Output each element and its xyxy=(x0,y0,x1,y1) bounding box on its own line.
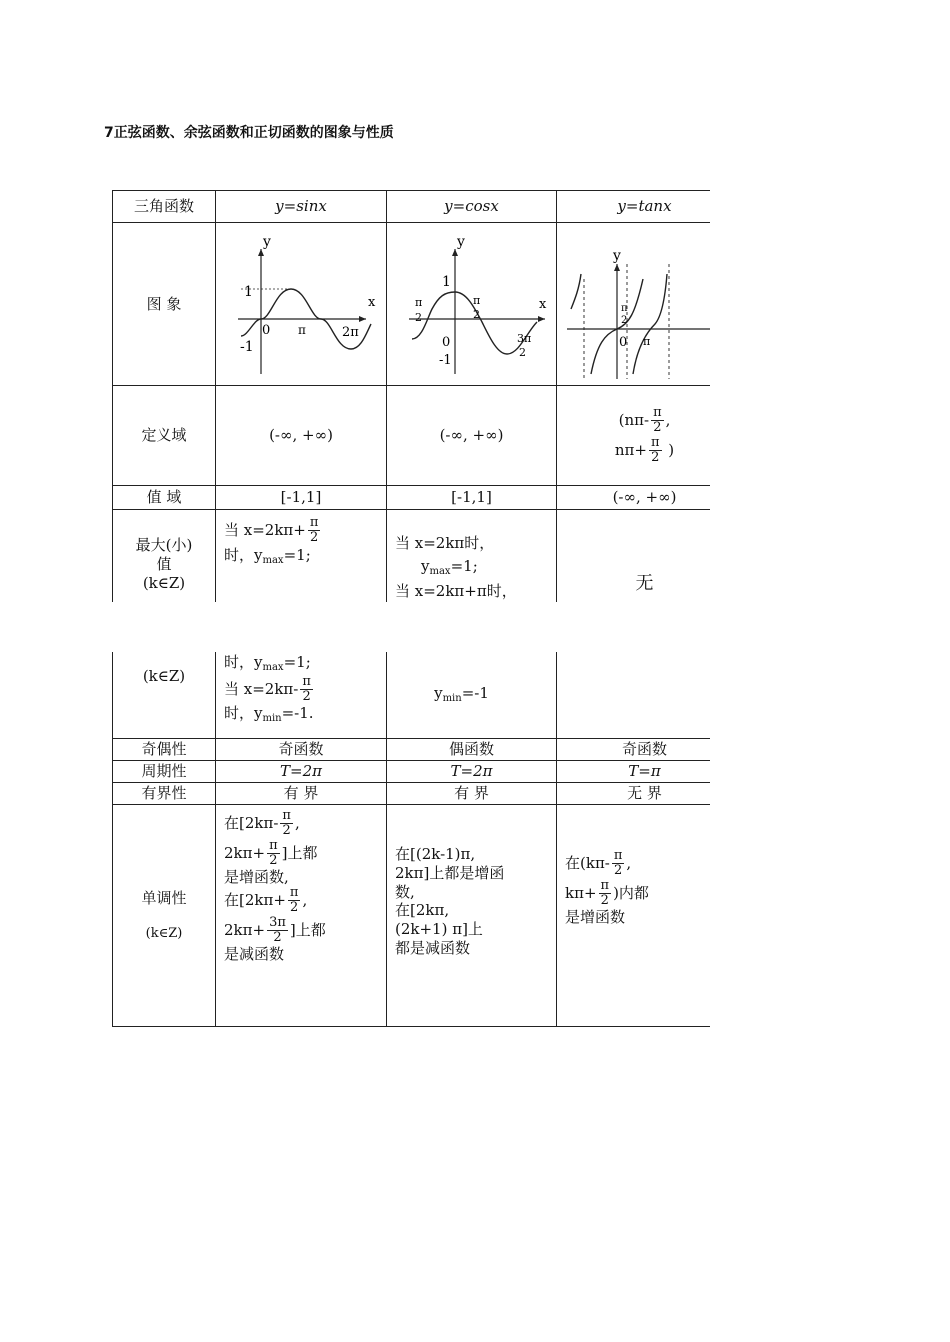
cos-three-pi-num: 3π xyxy=(517,332,532,345)
sin-y-label: y xyxy=(263,234,271,250)
domain-tan-frac2: $\frac{\pi}{2}$ xyxy=(650,434,660,465)
row-label-bounded: 有界性 xyxy=(113,783,216,805)
range-cos: [-1,1] xyxy=(387,486,557,510)
tan-zero-label: 0 xyxy=(619,335,628,350)
page-title: 7正弦函数、余弦函数和正切函数的图象与性质 xyxy=(104,125,394,141)
cos-neg-pi-label: π xyxy=(415,296,423,309)
tan-pi-label: π xyxy=(643,335,651,348)
bound-sin: 有 界 xyxy=(216,783,387,805)
domain-tan-left: (nπ- xyxy=(618,410,650,429)
extrema-sin-cont: 时，$y_{max}=1$; 当 x=2kπ- $\frac{\pi}{2}$ 时，$y_{min}=-1$. xyxy=(216,652,387,739)
sin-neg-one-label: -1 xyxy=(240,339,254,355)
parity-sin: 奇函数 xyxy=(216,739,387,761)
sin-pi-label: π xyxy=(298,323,306,337)
header-tan: y=tanx xyxy=(557,191,711,223)
cos-zero-label: 0 xyxy=(442,335,451,350)
cos-graph-svg xyxy=(387,224,557,384)
tan-pi12-den: 2 xyxy=(621,315,628,326)
domain-tan: (nπ- $\frac{\pi}{2}$ , nπ+ $\frac{\pi}{2}$ ) xyxy=(557,386,711,486)
extrema-tan-cont xyxy=(557,652,711,739)
row-label-period: 周期性 xyxy=(113,761,216,783)
tan-graph-svg xyxy=(557,224,710,384)
sin-x-label: x xyxy=(368,295,376,310)
row-label-extrema-cont: (k∈Z) xyxy=(113,652,216,739)
header-function: 三角函数 xyxy=(113,191,216,223)
cos-three-pi-den: 2 xyxy=(519,346,526,359)
sin-graph xyxy=(216,223,387,386)
row-label-domain: 定义域 xyxy=(113,386,216,486)
extrema-cos-cont: $y_{min}=-1$ xyxy=(387,652,557,739)
parity-tan: 奇函数 xyxy=(557,739,711,761)
tan-pi12-num: π xyxy=(621,303,628,314)
row-label-range: 值 域 xyxy=(113,486,216,510)
mono-cos: 在[(2k-1)π, 2kπ]上都是增函 数, 在[2kπ, (2k+1) π]上 都是减函数 xyxy=(387,805,557,1027)
table-part-1 xyxy=(112,190,710,602)
period-sin: T=2π xyxy=(216,761,387,783)
cos-x-label: x xyxy=(539,297,547,312)
row-label-parity: 奇偶性 xyxy=(113,739,216,761)
domain-tan-right: nπ+ xyxy=(614,440,647,459)
cos-pi-half-den: 2 xyxy=(473,308,480,321)
range-sin: [-1,1] xyxy=(216,486,387,510)
extrema-sin: 当 x=2kπ+ $\frac{\pi}{2}$ 时，$y_{max}=1$; xyxy=(216,510,387,603)
sin-two-pi-label: 2π xyxy=(342,325,359,340)
cos-neg-one-label: -1 xyxy=(439,353,452,368)
mono-sin: 在[2kπ- $\frac{\pi}{2}$ , 2kπ+ $\frac{\pi}{2}$ ]上都 是增函数, 在[2kπ+ $\frac{\pi}{2}$ , 2kπ+ $\frac{3\pi}{2}$ ]上都 是减函数 xyxy=(216,805,387,1027)
extrema-cos: 当 x=2kπ时， $y_{max}=1$; 当 x=2kπ+π时， xyxy=(387,510,557,603)
cos-pi-half-num: π xyxy=(473,294,481,307)
sin-zero-label: 0 xyxy=(262,323,271,338)
row-label-extrema: 最大(小) 值 (k∈Z) xyxy=(113,510,216,603)
bound-cos: 有 界 xyxy=(387,783,557,805)
row-label-graph: 图 象 xyxy=(113,223,216,386)
extrema-tan: 无 xyxy=(557,510,711,603)
sin-graph-svg xyxy=(216,224,386,384)
range-tan: (-∞, +∞) xyxy=(557,486,711,510)
cos-one-label: 1 xyxy=(442,274,451,290)
table-part-2 xyxy=(112,652,710,1032)
domain-cos: (-∞, +∞) xyxy=(387,386,557,486)
tan-graph xyxy=(557,223,711,386)
mono-tan: 在(kπ- $\frac{\pi}{2}$ , kπ+ $\frac{\pi}{2}$ )内都 是增函数 xyxy=(557,805,711,1027)
tan-y-label: y xyxy=(613,248,621,264)
period-tan: T=π xyxy=(557,761,711,783)
row-label-monotonicity: 单调性 (k∈Z) xyxy=(113,805,216,1027)
period-cos: T=2π xyxy=(387,761,557,783)
cos-graph xyxy=(387,223,557,386)
parity-cos: 偶函数 xyxy=(387,739,557,761)
cos-y-label: y xyxy=(457,234,465,250)
domain-tan-frac1: $\frac{\pi}{2}$ xyxy=(653,404,662,436)
cos-neg-pi-den: 2 xyxy=(415,311,422,324)
domain-sin: (-∞, +∞) xyxy=(216,386,387,486)
sin-one-label: 1 xyxy=(244,284,253,300)
header-sin: y=sinx xyxy=(216,191,387,223)
bound-tan: 无 界 xyxy=(557,783,711,805)
header-cos: y=cosx xyxy=(387,191,557,223)
